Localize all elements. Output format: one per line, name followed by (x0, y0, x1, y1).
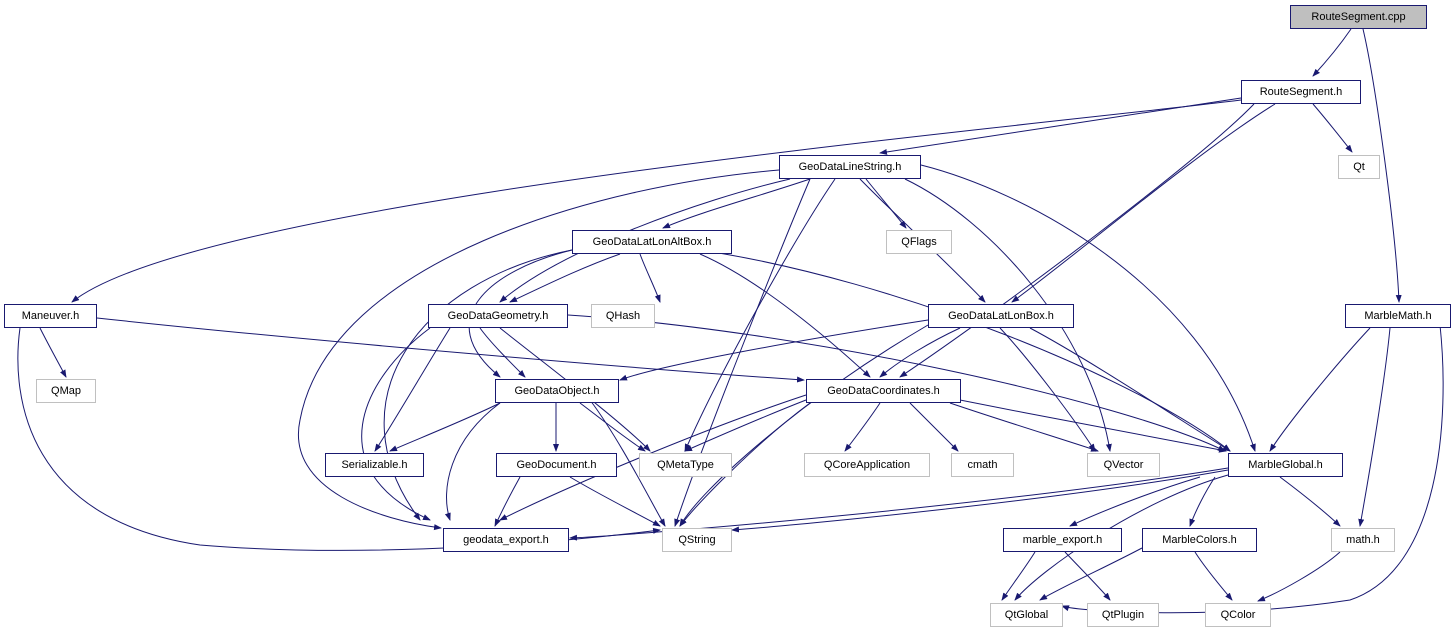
graph-node-label: cmath (967, 458, 998, 471)
graph-node-label: GeoDataObject.h (514, 384, 600, 397)
graph-edge (390, 403, 500, 451)
graph-node-serializable-h[interactable] (325, 453, 424, 477)
graph-node-label: GeoDataCoordinates.h (827, 384, 940, 397)
graph-edge (700, 250, 1230, 451)
graph-node-geodatalatlonbox-h[interactable] (928, 304, 1074, 328)
graph-node-label: GeoDataLatLonBox.h (948, 309, 1054, 322)
graph-node-label: GeoDataGeometry.h (447, 309, 549, 322)
graph-node-label: RouteSegment.cpp (1311, 10, 1406, 23)
graph-node-qmap[interactable] (36, 379, 96, 403)
graph-edge (960, 400, 1226, 451)
graph-edge (1195, 552, 1232, 600)
graph-edge (18, 328, 660, 550)
graph-edge (1012, 104, 1275, 302)
graph-node-label: MarbleGlobal.h (1248, 458, 1323, 471)
graph-edge (1313, 29, 1351, 76)
graph-edge (362, 328, 430, 520)
graph-edge (866, 179, 906, 228)
graph-edge (732, 470, 1228, 530)
graph-node-qcolor[interactable] (1205, 603, 1271, 627)
graph-node-label: marble_export.h (1022, 533, 1103, 546)
graph-node-marbleglobal-h[interactable] (1228, 453, 1343, 477)
graph-edge (685, 400, 806, 451)
graph-node-qvector[interactable] (1087, 453, 1160, 477)
graph-node-label: QtPlugin (1101, 608, 1145, 621)
graph-node-routesegment-cpp[interactable] (1290, 5, 1427, 29)
graph-node-label: GeoDataLineString.h (798, 160, 902, 173)
graph-edge (72, 100, 1241, 302)
graph-node-qflags[interactable] (886, 230, 952, 254)
graph-edge (1190, 477, 1215, 526)
graph-node-geodatacoordinates-h[interactable] (806, 379, 961, 403)
graph-edge (1360, 328, 1390, 526)
graph-edge (1030, 328, 1230, 451)
graph-edge (663, 179, 810, 228)
graph-node-marble-export-h[interactable] (1003, 528, 1122, 552)
graph-edge (900, 104, 1254, 377)
graph-edge (447, 403, 500, 520)
graph-edge (375, 328, 450, 451)
graph-node-label: Serializable.h (341, 458, 408, 471)
graph-edge (950, 403, 1098, 451)
graph-edge (1313, 104, 1352, 152)
graph-node-qtglobal[interactable] (990, 603, 1063, 627)
graph-edge (685, 179, 835, 451)
graph-node-label: math.h (1346, 533, 1380, 546)
graph-edge (1000, 328, 1095, 451)
graph-node-label: QHash (605, 309, 641, 322)
graph-node-marblecolors-h[interactable] (1142, 528, 1257, 552)
graph-node-qstring[interactable] (662, 528, 732, 552)
graph-node-label: QFlags (901, 235, 937, 248)
graph-node-label: QColor (1220, 608, 1256, 621)
graph-edge (620, 320, 928, 380)
graph-node-qtplugin[interactable] (1087, 603, 1159, 627)
graph-node-maneuver-h[interactable] (4, 304, 97, 328)
graph-edge (640, 254, 660, 302)
graph-node-label: MarbleColors.h (1162, 533, 1237, 546)
graph-node-label: Maneuver.h (21, 309, 80, 322)
graph-node-geodata-export-h[interactable] (443, 528, 569, 552)
graph-node-qcoreapplication[interactable] (804, 453, 930, 477)
graph-node-qt[interactable] (1338, 155, 1380, 179)
graph-edge (570, 477, 660, 526)
graph-edge (510, 254, 620, 302)
graph-node-label: QCoreApplication (823, 458, 911, 471)
graph-edge (495, 477, 520, 526)
graph-edge (1002, 552, 1035, 600)
graph-edge (580, 403, 645, 451)
graph-edge (845, 403, 880, 451)
graph-node-label: QMap (51, 384, 81, 397)
graph-edge (480, 328, 525, 377)
graph-edge (700, 254, 870, 377)
graph-edge (680, 325, 928, 526)
graph-node-routesegment-h[interactable] (1241, 80, 1361, 104)
graph-node-label: QMetaType (657, 458, 714, 471)
graph-node-marblemath-h[interactable] (1345, 304, 1451, 328)
graph-edge (1070, 477, 1200, 526)
graph-node-geodatalatlonaltbox-h[interactable] (572, 230, 732, 254)
graph-node-geodatalinestring-h[interactable] (779, 155, 921, 179)
graph-node-label: QString (678, 533, 716, 546)
graph-node-cmath[interactable] (951, 453, 1014, 477)
graph-edge (1040, 548, 1142, 600)
graph-node-geodataobject-h[interactable] (495, 379, 619, 403)
graph-node-qmetatype[interactable] (639, 453, 732, 477)
graph-node-label: GeoDataLatLonAltBox.h (592, 235, 712, 248)
graph-node-label: QtGlobal (1004, 608, 1049, 621)
graph-node-label: GeoDocument.h (516, 458, 597, 471)
graph-node-geodocument-h[interactable] (496, 453, 617, 477)
graph-node-label: geodata_export.h (463, 533, 549, 546)
graph-edge (40, 328, 66, 377)
graph-edge (1065, 552, 1110, 600)
graph-node-qhash[interactable] (591, 304, 655, 328)
graph-edge (880, 98, 1241, 153)
graph-node-label: MarbleMath.h (1364, 309, 1432, 322)
graph-edge (1258, 552, 1340, 601)
graph-node-label: RouteSegment.h (1259, 85, 1343, 98)
graph-edge (910, 403, 958, 451)
graph-edge (1280, 477, 1340, 526)
graph-edge (880, 328, 960, 377)
graph-node-geodatageometry-h[interactable] (428, 304, 568, 328)
graph-node-math-h[interactable] (1331, 528, 1395, 552)
graph-edge (1270, 328, 1370, 451)
graph-node-label: Qt (1353, 160, 1365, 173)
graph-node-label: QVector (1103, 458, 1144, 471)
